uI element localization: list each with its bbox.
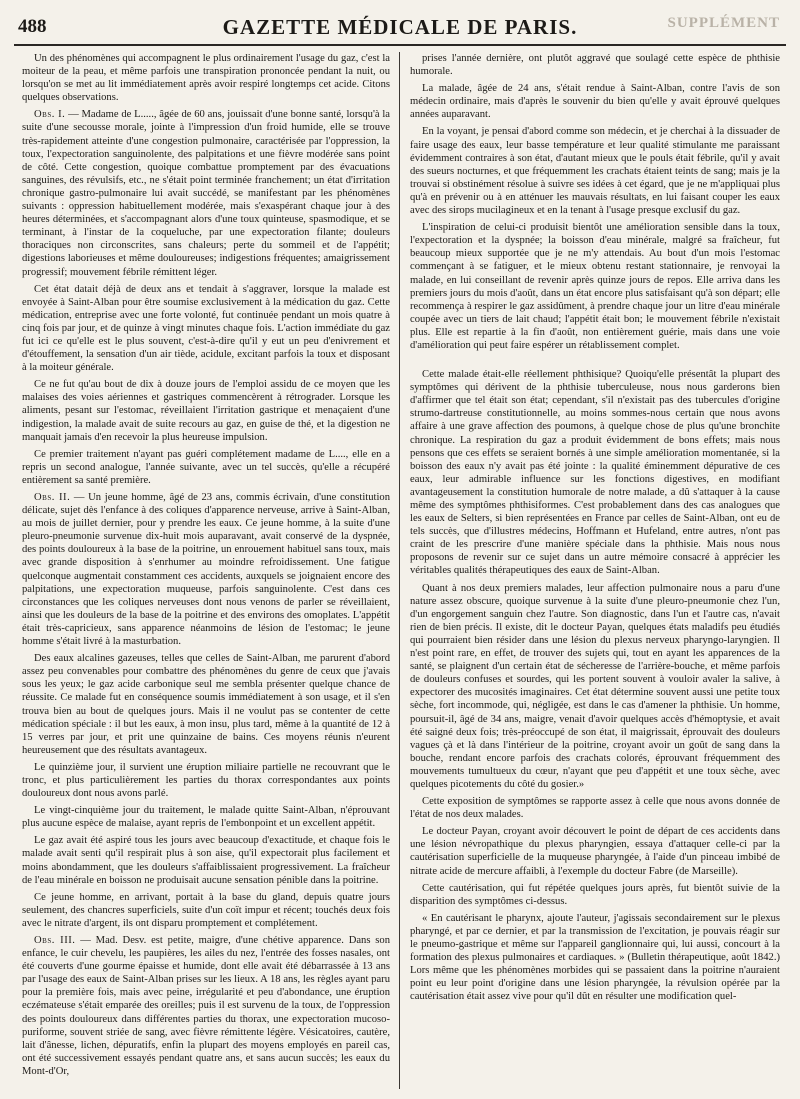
paragraph: « En cautérisant le pharynx, ajoute l'auteur, j'agissais secondairement sur le plexus pharyngé, et par ce dernier, et par la transmission de l'excitation, je pouvais réagir sur le pneumo-gastrique et même sur l'appareil ganglionnaire qui, lui aussi, concourt à la formation des plexus pulmonaires et cardiaques. » (Bulletin thérapeutique, août 1842.) Lors même que les phénomènes morbides qui se passaient dans la poitrine n'auraient point eu leur point d'origine dans une lésion pharyngée, la révulsion opérée par la cautérisation était assez vive pour qu'il dût en résulter une modification quel- [410,912,780,1003]
paragraph: Ce premier traitement n'ayant pas guéri complétement madame de L...., elle en a repris un second analogue, l'année suivante, avec un tel succès, qu'elle a récupéré entièrement sa santé première. [22,448,390,486]
observation-2 [22,491,390,648]
column-divider [399,52,400,1089]
paragraph: Cet état datait déjà de deux ans et tendait à s'aggraver, lorsque la malade est envoyée à Saint-Alban pour être soumise exclusivement à la médication du gaz. Cette médication, entreprise avec une forte volonté, fut continuée pendant un mois quatre à cinq fois par jour, et de quinze à vingt minutes chaque fois. L'action immédiate du gaz fut ici ce qu'elle est le plus souvent, c'est-à-dire qu'il y eut un peu d'enivrement et d'étouffement, la sensation d'un air tiède, acidule, excitant parfois la toux et disposant à la moiteur générale. [22,283,390,374]
observation-text: — Madame de L....., âgée de 60 ans, jouissait d'une bonne santé, lorsqu'à la suite d'une secousse morale, jointe à l'impression d'un froid humide, elle se trouve très-rapidement atteinte d'une congestion pulmonaire, caractérisée par l'oppression, la toux, l'expectoration sanguinolente, des palpitations et une fièvre modérée sans point de côté. Cette congestion, quoique combattue promptement par des évacuations sanguines, des révulsifs, etc., ne s'était point terminée franchement; un état d'irritation chronique gastro-pulmonaire lui avait succédé, se manifestant par les phénomènes suivants : oppression habituellement modérée, mais s'exaspérant chaque jour à des heures déterminées, et s'accompagnant alors d'une toux quinteuse, spasmodique, et se terminant, à l'instar de la coqueluche, par une expectoration filante; douleurs thoraciques non circonscrites, sans chaleurs; perte du sommeil et de l'appétit; digestions laborieuses et même douloureuses; indigestions fréquentes; amaigrissement progressif; mouvement fébrile rémittent léger. [22,109,390,278]
paragraph: Ce jeune homme, en arrivant, portait à la base du gland, depuis quatre jours seulement, des chancres superficiels, suite d'un coït impur et récent; touchés deux fois avec le nitrate d'argent, ils ont disparu promptement et complétement. [22,891,390,929]
observation-label: Obs. II. [34,492,71,503]
bleed-through-text: SUPPLÉMENT [667,15,780,31]
journal-title: GAZETTE MÉDICALE DE PARIS. [222,15,578,39]
paragraph: prises l'année dernière, ont plutôt aggravé que soulagé cette espèce de phthisie humorale. [410,53,780,78]
paragraph: Quant à nos deux premiers malades, leur affection pulmonaire nous a paru d'une nature assez obscure, quoique survenue à la suite d'une pleuro-pneumonie chez l'un, d'un engorgement sanguin chez l'autre. Son diagnostic, dans l'un et l'autre cas, n'avait rien de bien précis. Il existe, dit le docteur Payan, quelques états maladifs peu étudiés qui pourraient bien résider dans une lésion du plexus nerveux pharyngo-laryngien. Il n'est point rare, en effet, de trouver des sujets qui, tout en ayant les apparences de la santé, se plaignent d'un certain état de sécheresse de l'arrière-bouche, et même parfois de douleurs confuses et sourdes, qui les portent souvent à vouloir avaler la salive, à expectorer des mucosités imaginaires. Cet état détermine souvent aussi une petite toux sèche, fort incommode, qui, négligée, est dans le cas d'amener la phthisie. Un homme, poursuit-il, âgé de 34 ans, maigre, venait d'avoir quelques accès d'hémoptysie, et avait été saigné deux fois; très-préoccupé de son état, il maigrissait, éprouvait des douleurs vagues çà et là dans l'intérieur de la poitrine, croyant avoir un goût de sang dans la bouche, rendant encore parfois des crachats colorés, éprouvant fréquemment des mouvements tumultueux du cœur, n'ayant que peu d'appétit et une toux sèche, avec quelques picotements du côté du gosier.» [410,582,780,790]
observation-3 [22,934,390,1078]
paragraph: Ce ne fut qu'au bout de dix à douze jours de l'emploi assidu de ce moyen que les malaises des voies aériennes et gastriques commencèrent à rétrograder. Lorsque les aliments, pesant sur l'estomac, réveillaient l'irritation gastrique et menaçaient d'une indigestion, la malade avait de suite recours au gaz, en guise de thé, et la digestion ne manquait jamais d'en recevoir la plus heureuse impulsion. [22,379,390,443]
paragraph: Le quinzième jour, il survient une éruption miliaire partielle ne recouvrant que le tronc, et plus particulièrement les parties du thorax correspondantes aux points douloureux dont nous avons parlé. [22,761,390,800]
paragraph: Cette cautérisation, qui fut répétée quelques jours après, fut bientôt suivie de la disparition des symptômes ci-dessus. [410,882,780,907]
paragraph: Des eaux alcalines gazeuses, telles que celles de Saint-Alban, me parurent d'abord assez peu convenables pour combattre des phénomènes du genre de ceux que j'avais sous les yeux; le gaz acide carbonique seul me sembla présenter quelque chance de réussite. Ce malade fut en conséquence soumis immédiatement à son usage, et il s'en trouva bien au bout de quelques jours. Mais il ne voulut pas se contenter de cette médication spéciale : il but les eaux, à mon insu, plus tard, même à la quantité de 12 à 15 verres par jour, et prit une quinzaine de bains. Ces moyens réunis n'eurent heureusement que des résultats avantageux. [22,653,390,756]
paragraph: Le docteur Payan, croyant avoir découvert le point de départ de ces accidents dans une lésion névropathique du plexus pharyngien, essaya d'attaquer celle-ci par la cautérisation superficielle de la muqueuse pharyngée, à l'aide d'un pinceau imbibé de nitrate acide de mercure affaibli, à l'exemple du docteur Fabre (de Marseille). [410,826,780,877]
paragraph: En la voyant, je pensai d'abord comme son médecin, et je cherchai à la dissuader de faire usage des eaux, leur basse température et leur qualité stimulante me paraissant évidemment contraires à son état, d'autant mieux que le pouls était fébrile, qu'il y avait des sueurs nocturnes, et que fréquemment les crachats étaient teints de sang; mais je la trouvai si obstinément résolue à suivre ses idées à cet égard, que je ne m'appliquai plus qu'à en prévenir ou à en atténuer les mauvais résultats, en lui faisant couper les eaux avec des sirops mucilagineux et en la tenant à l'usage presque exclusif du gaz. [410,126,780,217]
paragraph: La malade, âgée de 24 ans, s'était rendue à Saint-Alban, contre l'avis de son médecin ordinaire, mais d'après le souvenir du bien qu'elle y avait éprouvé quelques années auparavant. [410,83,780,121]
right-column [410,52,780,1091]
page-number: 488 [18,16,47,37]
observation-text: — Mad. Desv. est petite, maigre, d'une chétive apparence. Dans son enfance, le cuir chevelu, les paupières, les ailes du nez, l'entrée des fosses nasales, ont été couverts d'une gourme épaisse et humide, dont elle avait été débarrassée à 13 ans par l'usage des eaux de Saint-Alban prises sur les lieux. A 18 ans, les règles ayant paru pour la première fois, mais avec peine, irrégularité et peu d'abondance, une éruption eczémateuse s'était emparée des oreilles; puis il est survenu de la toux, de l'oppression des points douloureux dans différentes parties du thorax, une expectoration mucoso-puriforme, souvent striée de sang, avec fièvre rémittente légère. Vésicatoires, cautère, lait d'ânesse, lichen, dépuratifs, enfin la plupart des moyens employés en pareil cas, ont été successivement essayés pendant quatre ans, et sans aucun succès; les eaux du Mont-d'Or, [22,935,390,1077]
paragraph: Un des phénomènes qui accompagnent le plus ordinairement l'usage du gaz, c'est la moiteur de la peau, et même parfois une transpiration prononcée pendant la nuit, ou lorsqu'on se met au lit immédiatement après avoir respiré longtemps cet acide. Citons quelques observations. [22,53,390,104]
paragraph: Cette malade était-elle réellement phthisique? Quoiqu'elle présentât la plupart des symptômes qui dérivent de la phthisie tuberculeuse, nous nous garderons bien d'affirmer que tel était son état; cependant, s'il n'existait pas des tubercules d'origine strumo-dartreuse constitutionnelle, au moins sommes-nous certain que nous avons affaire à une grave affection des poumons, à quelque chose de plus qu'une bronchite chronique. La respiration du gaz a produit évidemment de bons effets; mais nous pensons que ces effets se seraient bornés à une simple amélioration momentanée, si la boisson des eaux n'y avait pas été jointe : la qualité éminemment dépurative de ces eaux, leur admirable influence sur les fonctions digestives, en modifiant avantageusement la constitution humorale de notre malade, a dû s'attaquer à la cause même des symptômes phthisiformes. C'est probablement dans des cas analogues que les eaux de Selters, si bien représentées en France par celles de Saint-Alban, ont eu de tels succès, que d'illustres médecins, Hoffmann et Hufeland, entre autres, n'ont pas craint de les prescrire d'une manière spéciale dans la phthisie. Mais nous nous proposons de revenir sur ce sujet dans un autre mémoire consacré à apprécier les véritables qualités thérapeutiques des eaux de Saint-Alban. [410,369,780,577]
paragraph: Le gaz avait été aspiré tous les jours avec beaucoup d'exactitude, et chaque fois le malade avait senti qu'il respirait plus à son aise, qu'il expectorait plus facilement et moins abondamment, que les douleurs s'affaiblissaient progressivement. La fraîcheur de l'eau minérale en boisson ne produisait aucune sensation pénible dans la poitrine. [22,835,390,886]
observation-label: Obs. I. [34,109,66,121]
observation-text: — Un jeune homme, âgé de 23 ans, commis écrivain, d'une constitution délicate, sujet dès l'enfance à des coliques d'apparence nerveuse, arrive à Saint-Alban, au mois de juillet dernier, pour y prendre les eaux. Ce jeune homme, à la suite d'une pleuro-pneumonie survenue dix-huit mois auparavant, avait conservé de la dyspnée, des points douloureux à la base de la poitrine, un enrouement habituel sans toux, mais avec grande disposition à s'enrhumer au moindre refroidissement. Une fatigue quelconque augmentait constamment ces accidents, auxquels se joignaient encore des palpitations, une expectoration muqueuse, parfois sanguinolente. C'est dans ces circonstances que les coliques nerveuses dont nous venons de parler se réveillaient, ainsi que les douleurs de la base de la poitrine et des environs des omoplates. L'appétit était très-capricieux, sans apparence néanmoins de lésion de l'estomac; le jeune homme s'était livré à la masturbation. [22,492,390,648]
observation-label: Obs. III. [34,935,76,946]
left-column [22,52,390,1091]
paragraph: Cette exposition de symptômes se rapporte assez à celle que nous avons donnée de l'état de nos deux malades. [410,796,780,821]
paragraph: Le vingt-cinquième jour du traitement, le malade quitte Saint-Alban, n'éprouvant plus aucune espèce de malaise, ayant repris de l'embonpoint et un excellent appétit. [22,805,390,830]
paragraph: L'inspiration de celui-ci produisit bientôt une amélioration sensible dans la toux, l'expectoration et la dyspnée; la boisson d'eau minérale, malgré sa fraîcheur, fut beaucoup mieux supportée que je ne m'y attendais. Au bout d'un mois l'estomac commençant à se fatiguer, et le mieux obtenu restant stationnaire, je renvoyai la malade, en lui conseillant de revenir après quinze jours de repos. Elle arriva dans les premiers jours du mois d'août, dans un état encore plus satisfaisant qu'à son départ; elle recommença à respirer le gaz assidûment, à prendre chaque jour un litre d'eau minérale coupée avec un tiers de lait chaud; l'appétit était bon; le mouvement fébrile n'existait plus. Elle est repartie à la fin d'août, non entièrement guérie, mais dans une voie d'amélioration qui peut faire espérer un rétablissement complet. [410,222,780,351]
observation-1 [22,108,390,278]
page-header [14,12,786,46]
